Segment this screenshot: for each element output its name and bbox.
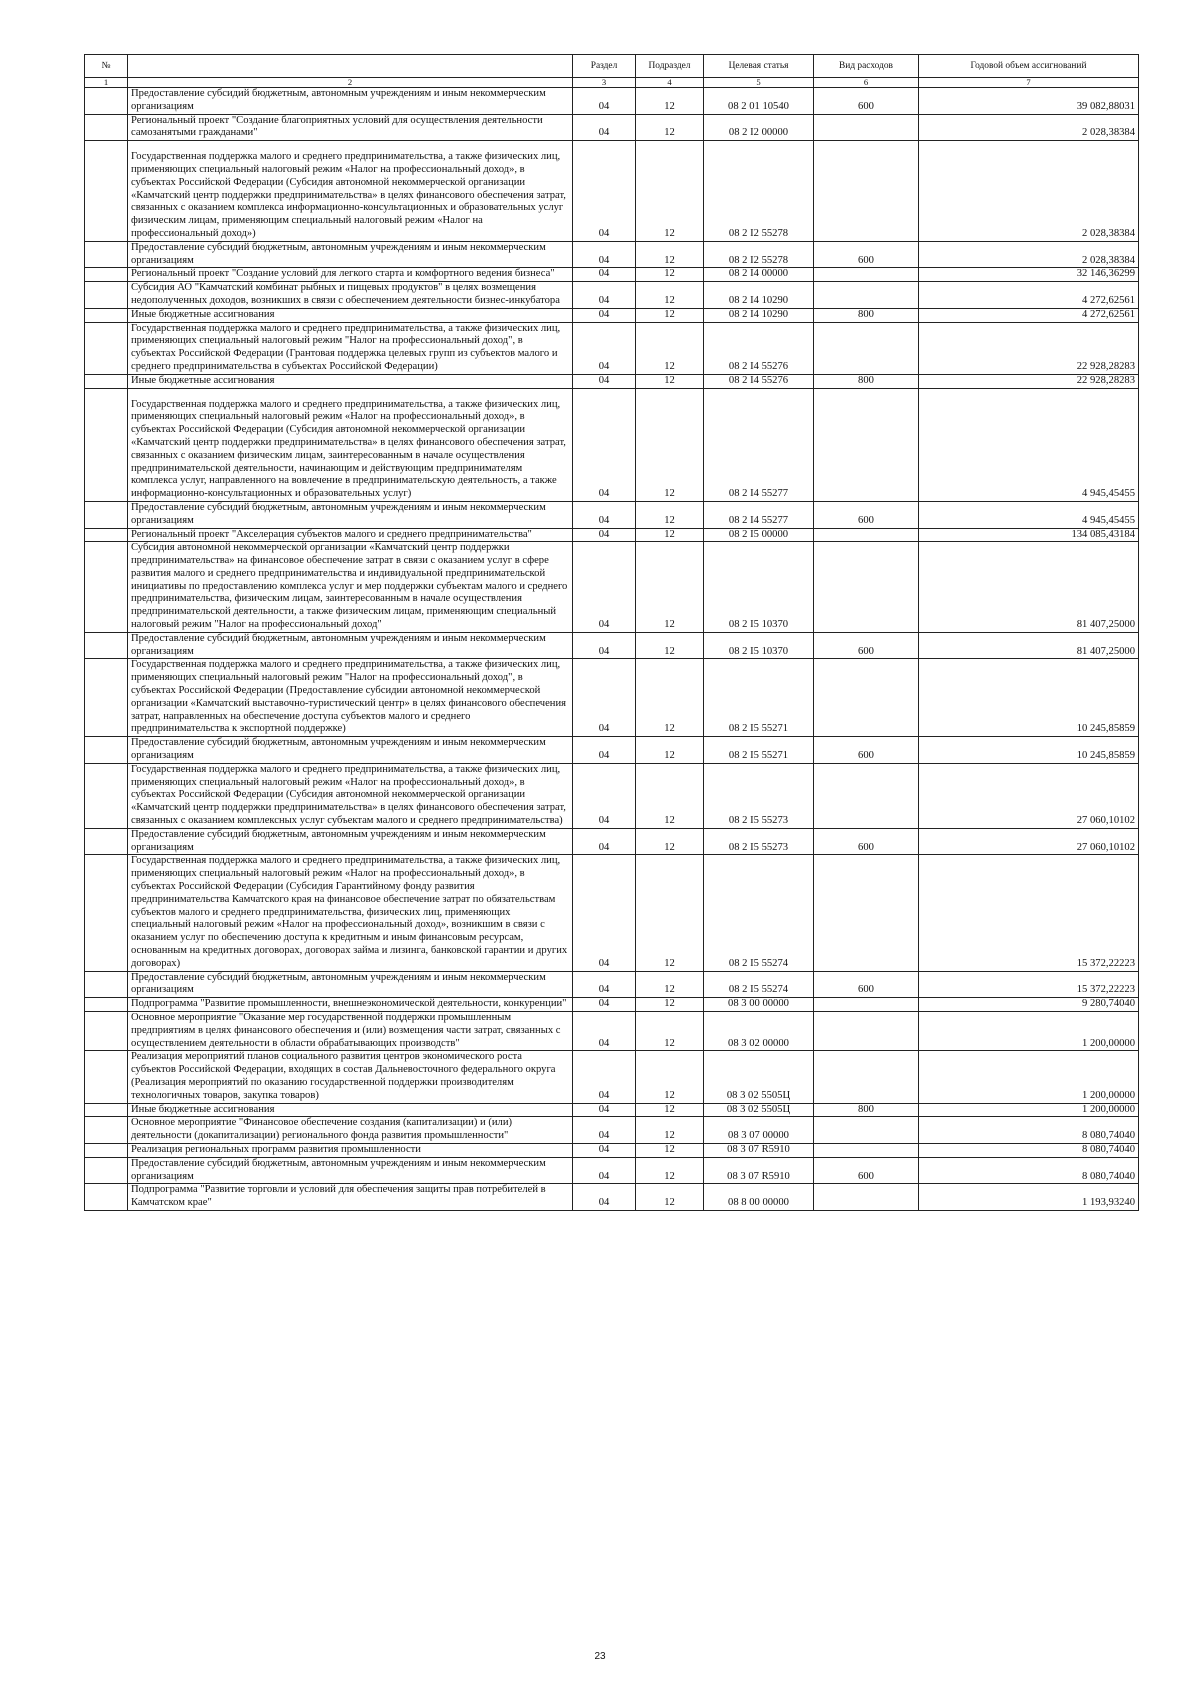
cell-expense-type: 600 xyxy=(814,88,919,115)
cell-number xyxy=(85,971,128,998)
column-number: 2 xyxy=(128,78,573,88)
cell-name: Государственная поддержка малого и среднего предпринимательства, а также физических лиц, применяющих специальный налоговый режим «Налог на профессиональный доход», в субъектах Российской Федерации (Субсидия Гарантийному фонду развития предпринимательства Камчатского края на финансовое обеспечение затрат по обязательствам субъектов малого и среднего предпринимательства, физических лиц, применяющих специальный налоговый режим «Налог на профессиональный доход», возникшим в связи с оказанием услуг по обеспечению доступа к кредитным и иным финансовым ресурсам, основанным на кредитных договорах, договорах займа и лизинга, банковской гарантии и других договорах) xyxy=(128,855,573,971)
cell-target-article: 08 3 07 R5910 xyxy=(704,1143,814,1157)
cell-target-article: 08 2 I5 55271 xyxy=(704,737,814,764)
table-row xyxy=(85,971,1139,998)
cell-podrazdel: 12 xyxy=(636,1011,704,1050)
cell-expense-type: 600 xyxy=(814,632,919,659)
header-razdel: Раздел xyxy=(573,55,636,78)
table-row xyxy=(85,828,1139,855)
cell-amount: 4 945,45455 xyxy=(919,388,1139,501)
cell-amount: 10 245,85859 xyxy=(919,659,1139,737)
cell-number xyxy=(85,322,128,374)
cell-name: Региональный проект "Акселерация субъектов малого и среднего предпринимательства" xyxy=(128,528,573,542)
table-row xyxy=(85,1157,1139,1184)
table-row xyxy=(85,763,1139,828)
cell-razdel: 04 xyxy=(573,763,636,828)
cell-razdel: 04 xyxy=(573,632,636,659)
page-number: 23 xyxy=(594,1651,606,1662)
cell-razdel: 04 xyxy=(573,737,636,764)
cell-razdel: 04 xyxy=(573,388,636,501)
cell-razdel: 04 xyxy=(573,241,636,268)
cell-amount: 15 372,22223 xyxy=(919,971,1139,998)
table-row xyxy=(85,528,1139,542)
cell-podrazdel: 12 xyxy=(636,88,704,115)
cell-target-article: 08 2 I4 55276 xyxy=(704,322,814,374)
cell-target-article: 08 2 I4 55276 xyxy=(704,374,814,388)
cell-target-article: 08 2 I4 55277 xyxy=(704,388,814,501)
cell-podrazdel: 12 xyxy=(636,1117,704,1144)
cell-podrazdel: 12 xyxy=(636,268,704,282)
cell-podrazdel: 12 xyxy=(636,763,704,828)
cell-podrazdel: 12 xyxy=(636,828,704,855)
cell-podrazdel: 12 xyxy=(636,998,704,1012)
cell-amount: 39 082,88031 xyxy=(919,88,1139,115)
cell-number xyxy=(85,763,128,828)
cell-name: Реализация региональных программ развития промышленности xyxy=(128,1143,573,1157)
cell-expense-type xyxy=(814,282,919,309)
cell-number xyxy=(85,141,128,242)
cell-expense-type xyxy=(814,1184,919,1211)
cell-name: Предоставление субсидий бюджетным, автономным учреждениям и иным некоммерческим организациям xyxy=(128,971,573,998)
cell-amount: 27 060,10102 xyxy=(919,763,1139,828)
cell-target-article: 08 3 02 5505Ц xyxy=(704,1051,814,1103)
cell-number xyxy=(85,1143,128,1157)
cell-expense-type xyxy=(814,1011,919,1050)
cell-target-article: 08 2 I2 55278 xyxy=(704,141,814,242)
cell-podrazdel: 12 xyxy=(636,528,704,542)
cell-podrazdel: 12 xyxy=(636,322,704,374)
header-expense-type: Вид расходов xyxy=(814,55,919,78)
cell-target-article: 08 3 00 00000 xyxy=(704,998,814,1012)
cell-podrazdel: 12 xyxy=(636,1157,704,1184)
cell-podrazdel: 12 xyxy=(636,388,704,501)
cell-name: Субсидия АО "Камчатский комбинат рыбных и пищевых продуктов" в целях возмещения недополученных доходов, возникших в связи с обеспечением деятельности бизнес-инкубатора xyxy=(128,282,573,309)
table-row xyxy=(85,241,1139,268)
cell-razdel: 04 xyxy=(573,1143,636,1157)
cell-razdel: 04 xyxy=(573,998,636,1012)
cell-expense-type xyxy=(814,1051,919,1103)
cell-expense-type xyxy=(814,998,919,1012)
cell-target-article: 08 2 I5 10370 xyxy=(704,632,814,659)
cell-amount: 2 028,38384 xyxy=(919,114,1139,141)
cell-podrazdel: 12 xyxy=(636,141,704,242)
cell-amount: 15 372,22223 xyxy=(919,855,1139,971)
cell-expense-type xyxy=(814,1143,919,1157)
cell-amount: 27 060,10102 xyxy=(919,828,1139,855)
cell-number xyxy=(85,241,128,268)
table-row xyxy=(85,268,1139,282)
cell-expense-type: 600 xyxy=(814,828,919,855)
cell-razdel: 04 xyxy=(573,1184,636,1211)
cell-target-article: 08 2 I2 00000 xyxy=(704,114,814,141)
cell-razdel: 04 xyxy=(573,1157,636,1184)
table-row xyxy=(85,374,1139,388)
table-row xyxy=(85,388,1139,501)
cell-podrazdel: 12 xyxy=(636,1103,704,1117)
cell-podrazdel: 12 xyxy=(636,114,704,141)
cell-target-article: 08 3 07 R5910 xyxy=(704,1157,814,1184)
cell-name: Иные бюджетные ассигнования xyxy=(128,308,573,322)
cell-number xyxy=(85,1117,128,1144)
table-row xyxy=(85,114,1139,141)
cell-target-article: 08 2 I4 00000 xyxy=(704,268,814,282)
cell-number xyxy=(85,388,128,501)
header-row xyxy=(85,55,1139,78)
table-row xyxy=(85,855,1139,971)
cell-amount: 4 272,62561 xyxy=(919,308,1139,322)
cell-expense-type xyxy=(814,141,919,242)
cell-number xyxy=(85,88,128,115)
cell-amount: 1 200,00000 xyxy=(919,1103,1139,1117)
cell-expense-type: 600 xyxy=(814,971,919,998)
cell-name: Государственная поддержка малого и среднего предпринимательства, а также физических лиц, применяющих специальный налоговый режим "Налог на профессиональный доход", в субъектах Российской Федерации (Грантовая поддержка целевых групп из субъектов малого и среднего предпринимательства в субъектах Российской Федерации) xyxy=(128,322,573,374)
cell-amount: 1 193,93240 xyxy=(919,1184,1139,1211)
cell-amount: 9 280,74040 xyxy=(919,998,1139,1012)
cell-target-article: 08 2 I2 55278 xyxy=(704,241,814,268)
cell-expense-type: 800 xyxy=(814,308,919,322)
table-row xyxy=(85,632,1139,659)
cell-expense-type: 800 xyxy=(814,374,919,388)
column-number-row xyxy=(85,78,1139,88)
cell-amount: 8 080,74040 xyxy=(919,1117,1139,1144)
cell-amount: 22 928,28283 xyxy=(919,374,1139,388)
table-row xyxy=(85,1011,1139,1050)
table-row xyxy=(85,1143,1139,1157)
cell-amount: 10 245,85859 xyxy=(919,737,1139,764)
cell-amount: 4 945,45455 xyxy=(919,501,1139,528)
cell-name: Предоставление субсидий бюджетным, автономным учреждениям и иным некоммерческим организациям xyxy=(128,632,573,659)
cell-amount: 81 407,25000 xyxy=(919,542,1139,633)
cell-razdel: 04 xyxy=(573,855,636,971)
cell-number xyxy=(85,1184,128,1211)
cell-target-article: 08 2 01 10540 xyxy=(704,88,814,115)
cell-name: Государственная поддержка малого и среднего предпринимательства, а также физических лиц, применяющих специальный налоговый режим «Налог на профессиональный доход», в субъектах Российской Федерации (Субсидия автономной некоммерческой организации «Камчатский центр поддержки предпринимательства» в целях финансового обеспечения затрат, связанных с оказанием физическим лицам, заинтересованным в начале осуществления предпринимательской деятельности, начинающим и действующим предпринимателям комплекса услуг, направленного на вовлечение в предпринимательскую деятельность, а также информационно-консультационных и образовательных услуг) xyxy=(128,388,573,501)
budget-table xyxy=(84,54,1139,1211)
cell-name: Предоставление субсидий бюджетным, автономным учреждениям и иным некоммерческим организациям xyxy=(128,828,573,855)
cell-number xyxy=(85,282,128,309)
cell-expense-type: 600 xyxy=(814,737,919,764)
cell-expense-type xyxy=(814,763,919,828)
cell-razdel: 04 xyxy=(573,88,636,115)
cell-razdel: 04 xyxy=(573,308,636,322)
cell-name: Основное мероприятие "Финансовое обеспечение создания (капитализации) и (или) деятельности (докапитализации) регионального фонда развития промышленности" xyxy=(128,1117,573,1144)
cell-number xyxy=(85,308,128,322)
cell-name: Предоставление субсидий бюджетным, автономным учреждениям и иным некоммерческим организациям xyxy=(128,737,573,764)
cell-expense-type: 600 xyxy=(814,1157,919,1184)
cell-razdel: 04 xyxy=(573,971,636,998)
cell-number xyxy=(85,855,128,971)
cell-amount: 8 080,74040 xyxy=(919,1143,1139,1157)
cell-number xyxy=(85,114,128,141)
cell-amount: 22 928,28283 xyxy=(919,322,1139,374)
cell-number xyxy=(85,501,128,528)
table-row xyxy=(85,1051,1139,1103)
cell-razdel: 04 xyxy=(573,1103,636,1117)
cell-number xyxy=(85,828,128,855)
cell-razdel: 04 xyxy=(573,528,636,542)
cell-expense-type xyxy=(814,268,919,282)
cell-target-article: 08 2 I4 55277 xyxy=(704,501,814,528)
header-name xyxy=(128,55,573,78)
cell-expense-type: 600 xyxy=(814,501,919,528)
cell-razdel: 04 xyxy=(573,141,636,242)
cell-name: Государственная поддержка малого и среднего предпринимательства, а также физических лиц, применяющих специальный налоговый режим "Налог на профессиональный доход", в субъектах Российской Федерации (Предоставление субсидии автономной некоммерческой организации «Камчатский выставочно-туристический центр» в целях финансового обеспечения затрат, направленных на обеспечение доступа субъектов малого и среднего предпринимательства к экспортной поддержке) xyxy=(128,659,573,737)
cell-razdel: 04 xyxy=(573,1051,636,1103)
table-row xyxy=(85,1117,1139,1144)
cell-name: Государственная поддержка малого и среднего предпринимательства, а также физических лиц, применяющих специальный налоговый режим «Налог на профессиональный доход», в субъектах Российской Федерации (Субсидия автономной некоммерческой организации «Камчатский центр поддержки предпринимательства» в целях финансового обеспечения затрат, связанных с оказанием комплексных услуг субъектам малого и среднего предпринимательства) xyxy=(128,763,573,828)
cell-expense-type xyxy=(814,114,919,141)
cell-name: Подпрограмма "Развитие торговли и условий для обеспечения защиты прав потребителей в Камчатском крае" xyxy=(128,1184,573,1211)
cell-name: Предоставление субсидий бюджетным, автономным учреждениям и иным некоммерческим организациям xyxy=(128,88,573,115)
table-row xyxy=(85,322,1139,374)
cell-razdel: 04 xyxy=(573,828,636,855)
cell-name: Предоставление субсидий бюджетным, автономным учреждениям и иным некоммерческим организациям xyxy=(128,501,573,528)
cell-razdel: 04 xyxy=(573,542,636,633)
cell-podrazdel: 12 xyxy=(636,659,704,737)
cell-target-article: 08 2 I5 55271 xyxy=(704,659,814,737)
cell-amount: 1 200,00000 xyxy=(919,1051,1139,1103)
cell-number xyxy=(85,1051,128,1103)
cell-number xyxy=(85,268,128,282)
cell-podrazdel: 12 xyxy=(636,971,704,998)
cell-expense-type: 800 xyxy=(814,1103,919,1117)
cell-amount: 1 200,00000 xyxy=(919,1011,1139,1050)
column-number: 5 xyxy=(704,78,814,88)
cell-name: Региональный проект "Создание условий для легкого старта и комфортного ведения бизнеса" xyxy=(128,268,573,282)
cell-number xyxy=(85,1011,128,1050)
header-target-article: Целевая статья xyxy=(704,55,814,78)
cell-target-article: 08 3 07 00000 xyxy=(704,1117,814,1144)
cell-amount: 4 272,62561 xyxy=(919,282,1139,309)
cell-amount: 8 080,74040 xyxy=(919,1157,1139,1184)
cell-amount: 81 407,25000 xyxy=(919,632,1139,659)
cell-podrazdel: 12 xyxy=(636,282,704,309)
cell-target-article: 08 3 02 00000 xyxy=(704,1011,814,1050)
column-number: 3 xyxy=(573,78,636,88)
cell-name: Предоставление субсидий бюджетным, автономным учреждениям и иным некоммерческим организациям xyxy=(128,1157,573,1184)
table-row xyxy=(85,282,1139,309)
cell-target-article: 08 3 02 5505Ц xyxy=(704,1103,814,1117)
table-row xyxy=(85,542,1139,633)
column-number: 6 xyxy=(814,78,919,88)
cell-name: Реализация мероприятий планов социального развития центров экономического роста субъектов Российской Федерации, входящих в состав Дальневосточного федерального округа (Реализация мероприятий по оказанию государственной поддержки производителям технологичных товаров, закупка товаров) xyxy=(128,1051,573,1103)
table-row xyxy=(85,501,1139,528)
cell-podrazdel: 12 xyxy=(636,632,704,659)
table-row xyxy=(85,88,1139,115)
cell-expense-type xyxy=(814,322,919,374)
cell-podrazdel: 12 xyxy=(636,542,704,633)
cell-number xyxy=(85,1157,128,1184)
cell-podrazdel: 12 xyxy=(636,1143,704,1157)
cell-razdel: 04 xyxy=(573,501,636,528)
cell-name: Региональный проект "Создание благоприятных условий для осуществления деятельности самозанятыми гражданами" xyxy=(128,114,573,141)
cell-amount: 2 028,38384 xyxy=(919,141,1139,242)
table-row xyxy=(85,737,1139,764)
cell-target-article: 08 2 I4 10290 xyxy=(704,308,814,322)
cell-razdel: 04 xyxy=(573,659,636,737)
cell-target-article: 08 2 I5 55274 xyxy=(704,971,814,998)
cell-expense-type xyxy=(814,388,919,501)
cell-number xyxy=(85,998,128,1012)
cell-podrazdel: 12 xyxy=(636,855,704,971)
cell-podrazdel: 12 xyxy=(636,501,704,528)
cell-target-article: 08 2 I5 55274 xyxy=(704,855,814,971)
cell-expense-type xyxy=(814,1117,919,1144)
column-number: 4 xyxy=(636,78,704,88)
cell-number xyxy=(85,542,128,633)
cell-expense-type xyxy=(814,855,919,971)
cell-razdel: 04 xyxy=(573,1117,636,1144)
cell-name: Иные бюджетные ассигнования xyxy=(128,374,573,388)
cell-number xyxy=(85,374,128,388)
table-row xyxy=(85,141,1139,242)
cell-number xyxy=(85,659,128,737)
header-annual-amount: Годовой объем ассигнований xyxy=(919,55,1139,78)
cell-razdel: 04 xyxy=(573,282,636,309)
cell-name: Государственная поддержка малого и среднего предпринимательства, а также физических лиц, применяющих специальный налоговый режим «Налог на профессиональный доход», в субъектах Российской Федерации (Субсидия автономной некоммерческой организации «Камчатский центр поддержки предпринимательства» в целях финансового обеспечения затрат, связанных с оказанием комплекса информационно-консультационных и образовательных услуг физическим лицам, применяющим специальный налоговый режим «Налог на профессиональный доход») xyxy=(128,141,573,242)
cell-razdel: 04 xyxy=(573,268,636,282)
table-row xyxy=(85,998,1139,1012)
cell-number xyxy=(85,1103,128,1117)
column-number: 1 xyxy=(85,78,128,88)
cell-razdel: 04 xyxy=(573,114,636,141)
cell-name: Субсидия автономной некоммерческой организации «Камчатский центр поддержки предпринимательства» на финансовое обеспечение затрат в связи с оказанием услуг в сфере развития малого и среднего предпринимательства и индивидуальной предпринимательской инициативы по предоставлению комплекса услуг и мер поддержки субъектам малого и среднего предпринимательства, физическим лицам, заинтересованным в начале осуществления предпринимательской деятельности, а также физическим лицам, применяющим специальный налоговый режим "Налог на профессиональный доход" xyxy=(128,542,573,633)
cell-name: Предоставление субсидий бюджетным, автономным учреждениям и иным некоммерческим организациям xyxy=(128,241,573,268)
cell-number xyxy=(85,528,128,542)
column-number: 7 xyxy=(919,78,1139,88)
cell-target-article: 08 2 I5 10370 xyxy=(704,542,814,633)
cell-target-article: 08 2 I4 10290 xyxy=(704,282,814,309)
cell-expense-type xyxy=(814,659,919,737)
table-row xyxy=(85,1103,1139,1117)
cell-amount: 2 028,38384 xyxy=(919,241,1139,268)
cell-amount: 32 146,36299 xyxy=(919,268,1139,282)
cell-razdel: 04 xyxy=(573,1011,636,1050)
cell-target-article: 08 8 00 00000 xyxy=(704,1184,814,1211)
cell-expense-type xyxy=(814,528,919,542)
header-podrazdel: Подраздел xyxy=(636,55,704,78)
cell-name: Иные бюджетные ассигнования xyxy=(128,1103,573,1117)
cell-amount: 134 085,43184 xyxy=(919,528,1139,542)
cell-razdel: 04 xyxy=(573,374,636,388)
cell-number xyxy=(85,737,128,764)
header-number: № xyxy=(85,55,128,78)
cell-expense-type xyxy=(814,542,919,633)
table-row xyxy=(85,659,1139,737)
cell-name: Основное мероприятие "Оказание мер государственной поддержки промышленным предприятиям в целях финансового обеспечения и (или) возмещения части затрат, связанных с осуществлением деятельности в области обрабатывающих производств" xyxy=(128,1011,573,1050)
cell-podrazdel: 12 xyxy=(636,1051,704,1103)
cell-target-article: 08 2 I5 55273 xyxy=(704,828,814,855)
cell-name: Подпрограмма "Развитие промышленности, внешнеэкономической деятельности, конкуренции" xyxy=(128,998,573,1012)
cell-podrazdel: 12 xyxy=(636,737,704,764)
cell-expense-type: 600 xyxy=(814,241,919,268)
cell-podrazdel: 12 xyxy=(636,1184,704,1211)
table-row xyxy=(85,1184,1139,1211)
cell-podrazdel: 12 xyxy=(636,308,704,322)
cell-podrazdel: 12 xyxy=(636,374,704,388)
table-row xyxy=(85,308,1139,322)
cell-target-article: 08 2 I5 00000 xyxy=(704,528,814,542)
cell-podrazdel: 12 xyxy=(636,241,704,268)
cell-target-article: 08 2 I5 55273 xyxy=(704,763,814,828)
cell-razdel: 04 xyxy=(573,322,636,374)
cell-number xyxy=(85,632,128,659)
